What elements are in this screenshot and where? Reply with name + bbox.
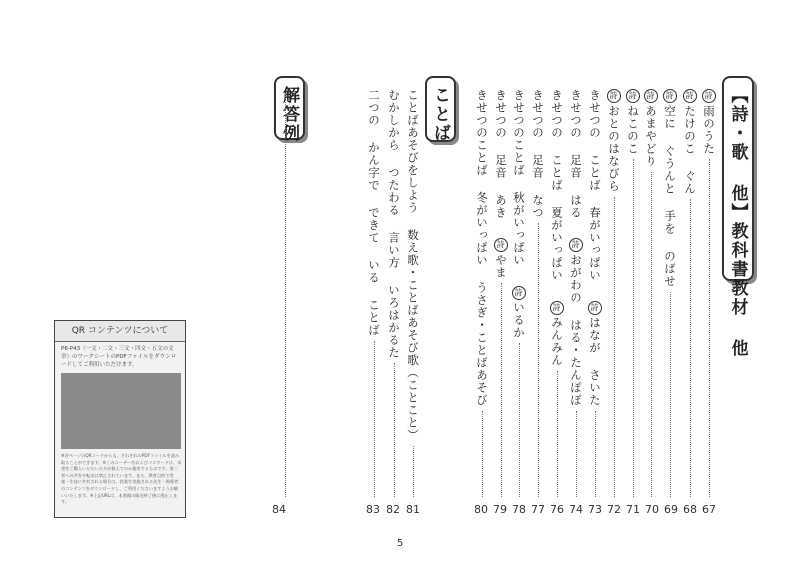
toc-title-text: おとのはなびら bbox=[607, 105, 621, 193]
toc-page-number: 83 bbox=[366, 503, 380, 516]
poem-badge-icon: 詩 bbox=[588, 301, 602, 315]
toc-title bbox=[406, 89, 420, 442]
toc-row[interactable] bbox=[365, 89, 383, 499]
leader-dots bbox=[394, 363, 395, 497]
toc-page-number: 76 bbox=[550, 503, 564, 516]
toc-page-number: 74 bbox=[569, 503, 583, 516]
toc-page-number: 81 bbox=[406, 503, 420, 516]
section-heading-kotoba-text: ことば bbox=[430, 86, 450, 143]
poem-badge-icon: 詩 bbox=[607, 89, 621, 103]
toc-page-number: 73 bbox=[588, 503, 602, 516]
leader-dots bbox=[670, 292, 671, 498]
poem-badge-icon: 詩 bbox=[626, 89, 640, 103]
toc-title bbox=[512, 89, 526, 339]
toc-title-text: きせつのことば 秋がいっぱい bbox=[512, 89, 526, 282]
section-heading-poem-text: 【詩・歌 他】教科書教材 他 bbox=[727, 86, 748, 358]
toc-page-number: 80 bbox=[474, 503, 488, 516]
toc-row[interactable] bbox=[624, 89, 642, 499]
toc-row[interactable] bbox=[385, 89, 403, 499]
leader-dots bbox=[285, 93, 286, 497]
toc-title-text: きせつの 足音 はる bbox=[569, 89, 583, 234]
toc-subtitle-text: はなが さいた bbox=[588, 316, 602, 407]
toc-title-text: きせつの ことば 春がいっぱい bbox=[588, 89, 602, 297]
leader-dots bbox=[614, 197, 615, 498]
toc-subtitle-text: やま bbox=[494, 254, 508, 279]
toc-title bbox=[663, 89, 677, 288]
toc-title-text: ねこのこ bbox=[626, 105, 640, 155]
leader-dots bbox=[501, 283, 502, 497]
leader-dots bbox=[576, 411, 577, 498]
toc-row[interactable] bbox=[548, 89, 566, 499]
toc-title bbox=[367, 89, 381, 337]
toc-title-text: きせつのことば 冬がいっぱい うさぎ・ことばあそび bbox=[475, 89, 489, 407]
toc-row[interactable] bbox=[404, 89, 422, 499]
poem-badge-icon: 詩 bbox=[644, 89, 658, 103]
toc-subtitle-text: みんみん bbox=[550, 316, 564, 367]
qr-contents-box bbox=[54, 320, 186, 518]
toc-title bbox=[644, 89, 658, 168]
toc-title bbox=[550, 89, 564, 367]
toc-title-text: きせつの ことば 夏がいっぱい bbox=[550, 89, 564, 297]
toc-title bbox=[626, 89, 640, 155]
toc-title-text: たけのこ ぐん bbox=[683, 105, 697, 195]
toc-page-number: 68 bbox=[683, 503, 697, 516]
toc-title bbox=[702, 89, 716, 155]
poem-badge-icon: 詩 bbox=[702, 89, 716, 103]
toc-row[interactable] bbox=[510, 89, 528, 499]
qr-box-notes: ※各ページのQRコードからも、それぞれのPDFファイルを読み取ることができます。※このユーザー名およびパスワードは、本書をご購入いただいた方が個人でのみ使用するものです。第三者への共有や転送は禁止されています。また、教育目的で児童・生徒に共有される場合は、授業を実施される先生・指導者のコンテンツをダウンロードし、ご利用くださいますようお願いいたします。※上記URLは、本書籍の販売終了後に廃止します。 bbox=[61, 453, 182, 505]
qr-code-image bbox=[61, 373, 181, 449]
leader-dots bbox=[557, 371, 558, 498]
poem-badge-icon: 詩 bbox=[512, 286, 526, 300]
toc-subtitle-text: いるか bbox=[512, 301, 526, 339]
toc-row[interactable] bbox=[473, 89, 491, 499]
toc-row[interactable] bbox=[567, 89, 585, 499]
leader-dots bbox=[413, 446, 414, 498]
leader-dots bbox=[651, 172, 652, 498]
toc-row[interactable] bbox=[661, 89, 679, 499]
toc-title-text: ことばあそびをしよう 数え歌・ことばあそび歌（ことこと） bbox=[406, 89, 420, 442]
qr-box-title: QR コンテンツについて bbox=[55, 321, 185, 342]
toc-title bbox=[531, 89, 545, 219]
toc-title-text: 雨のうた bbox=[702, 105, 716, 155]
toc-title-text: きせつの 足音 あき bbox=[494, 89, 508, 234]
toc-title bbox=[683, 89, 697, 195]
toc-title-text: 空に ぐうんと 手を のばせ bbox=[663, 105, 677, 288]
poem-badge-icon: 詩 bbox=[683, 89, 697, 103]
leader-dots bbox=[709, 159, 710, 497]
toc-row[interactable] bbox=[681, 89, 699, 499]
section-heading-kotoba bbox=[425, 76, 456, 142]
poem-badge-icon: 詩 bbox=[550, 301, 564, 315]
toc-row[interactable] bbox=[492, 89, 510, 499]
toc-page-number: 77 bbox=[531, 503, 545, 516]
page-number: 5 bbox=[396, 538, 404, 549]
toc-title bbox=[387, 89, 401, 359]
toc-page-number: 71 bbox=[626, 503, 640, 516]
leader-dots bbox=[519, 343, 520, 497]
toc-title bbox=[569, 89, 583, 407]
leader-dots bbox=[538, 223, 539, 497]
toc-row[interactable] bbox=[586, 89, 604, 499]
toc-page-number: 69 bbox=[664, 503, 678, 516]
toc-title-text: 二つの かん字で できて いる ことば bbox=[367, 89, 381, 337]
toc-title-text: あまやどり bbox=[644, 105, 658, 168]
leader-dots bbox=[633, 159, 634, 497]
toc-title bbox=[607, 89, 621, 193]
toc-title bbox=[475, 89, 489, 407]
poem-badge-icon: 詩 bbox=[494, 238, 508, 252]
toc-title-text: むかしから つたわる 言い方 いろはかるた bbox=[387, 89, 401, 359]
leader-dots bbox=[482, 411, 483, 498]
toc-page-number: 70 bbox=[645, 503, 659, 516]
toc-subtitle-text: おがわの はる・たんぽぽ bbox=[569, 254, 583, 407]
toc-page-number: 84 bbox=[272, 503, 286, 516]
section-heading-answer-text: 解答例 bbox=[279, 86, 299, 143]
qr-box-description: P6-P43（一文・二文・三文・四文・五文の文章）のワークシートのPDFファイルをダウンロードしてご利用いただけます。 bbox=[61, 346, 177, 368]
toc-row[interactable] bbox=[605, 89, 623, 499]
toc-page-number: 72 bbox=[607, 503, 621, 516]
toc-page-number: 67 bbox=[702, 503, 716, 516]
toc-row[interactable] bbox=[700, 89, 718, 499]
toc-row[interactable] bbox=[276, 89, 294, 499]
toc-page-number: 78 bbox=[512, 503, 526, 516]
toc-page-number: 79 bbox=[493, 503, 507, 516]
toc-title-text: きせつの 足音 なつ bbox=[531, 89, 545, 219]
toc-row[interactable] bbox=[529, 89, 547, 499]
leader-dots bbox=[690, 199, 691, 497]
toc-row[interactable] bbox=[642, 89, 660, 499]
toc-title bbox=[588, 89, 602, 407]
leader-dots bbox=[595, 411, 596, 498]
toc-title bbox=[494, 89, 508, 279]
leader-dots bbox=[374, 341, 375, 498]
section-heading-poem bbox=[722, 76, 754, 358]
toc-page-number: 82 bbox=[386, 503, 400, 516]
poem-badge-icon: 詩 bbox=[569, 238, 583, 252]
poem-badge-icon: 詩 bbox=[663, 89, 677, 103]
